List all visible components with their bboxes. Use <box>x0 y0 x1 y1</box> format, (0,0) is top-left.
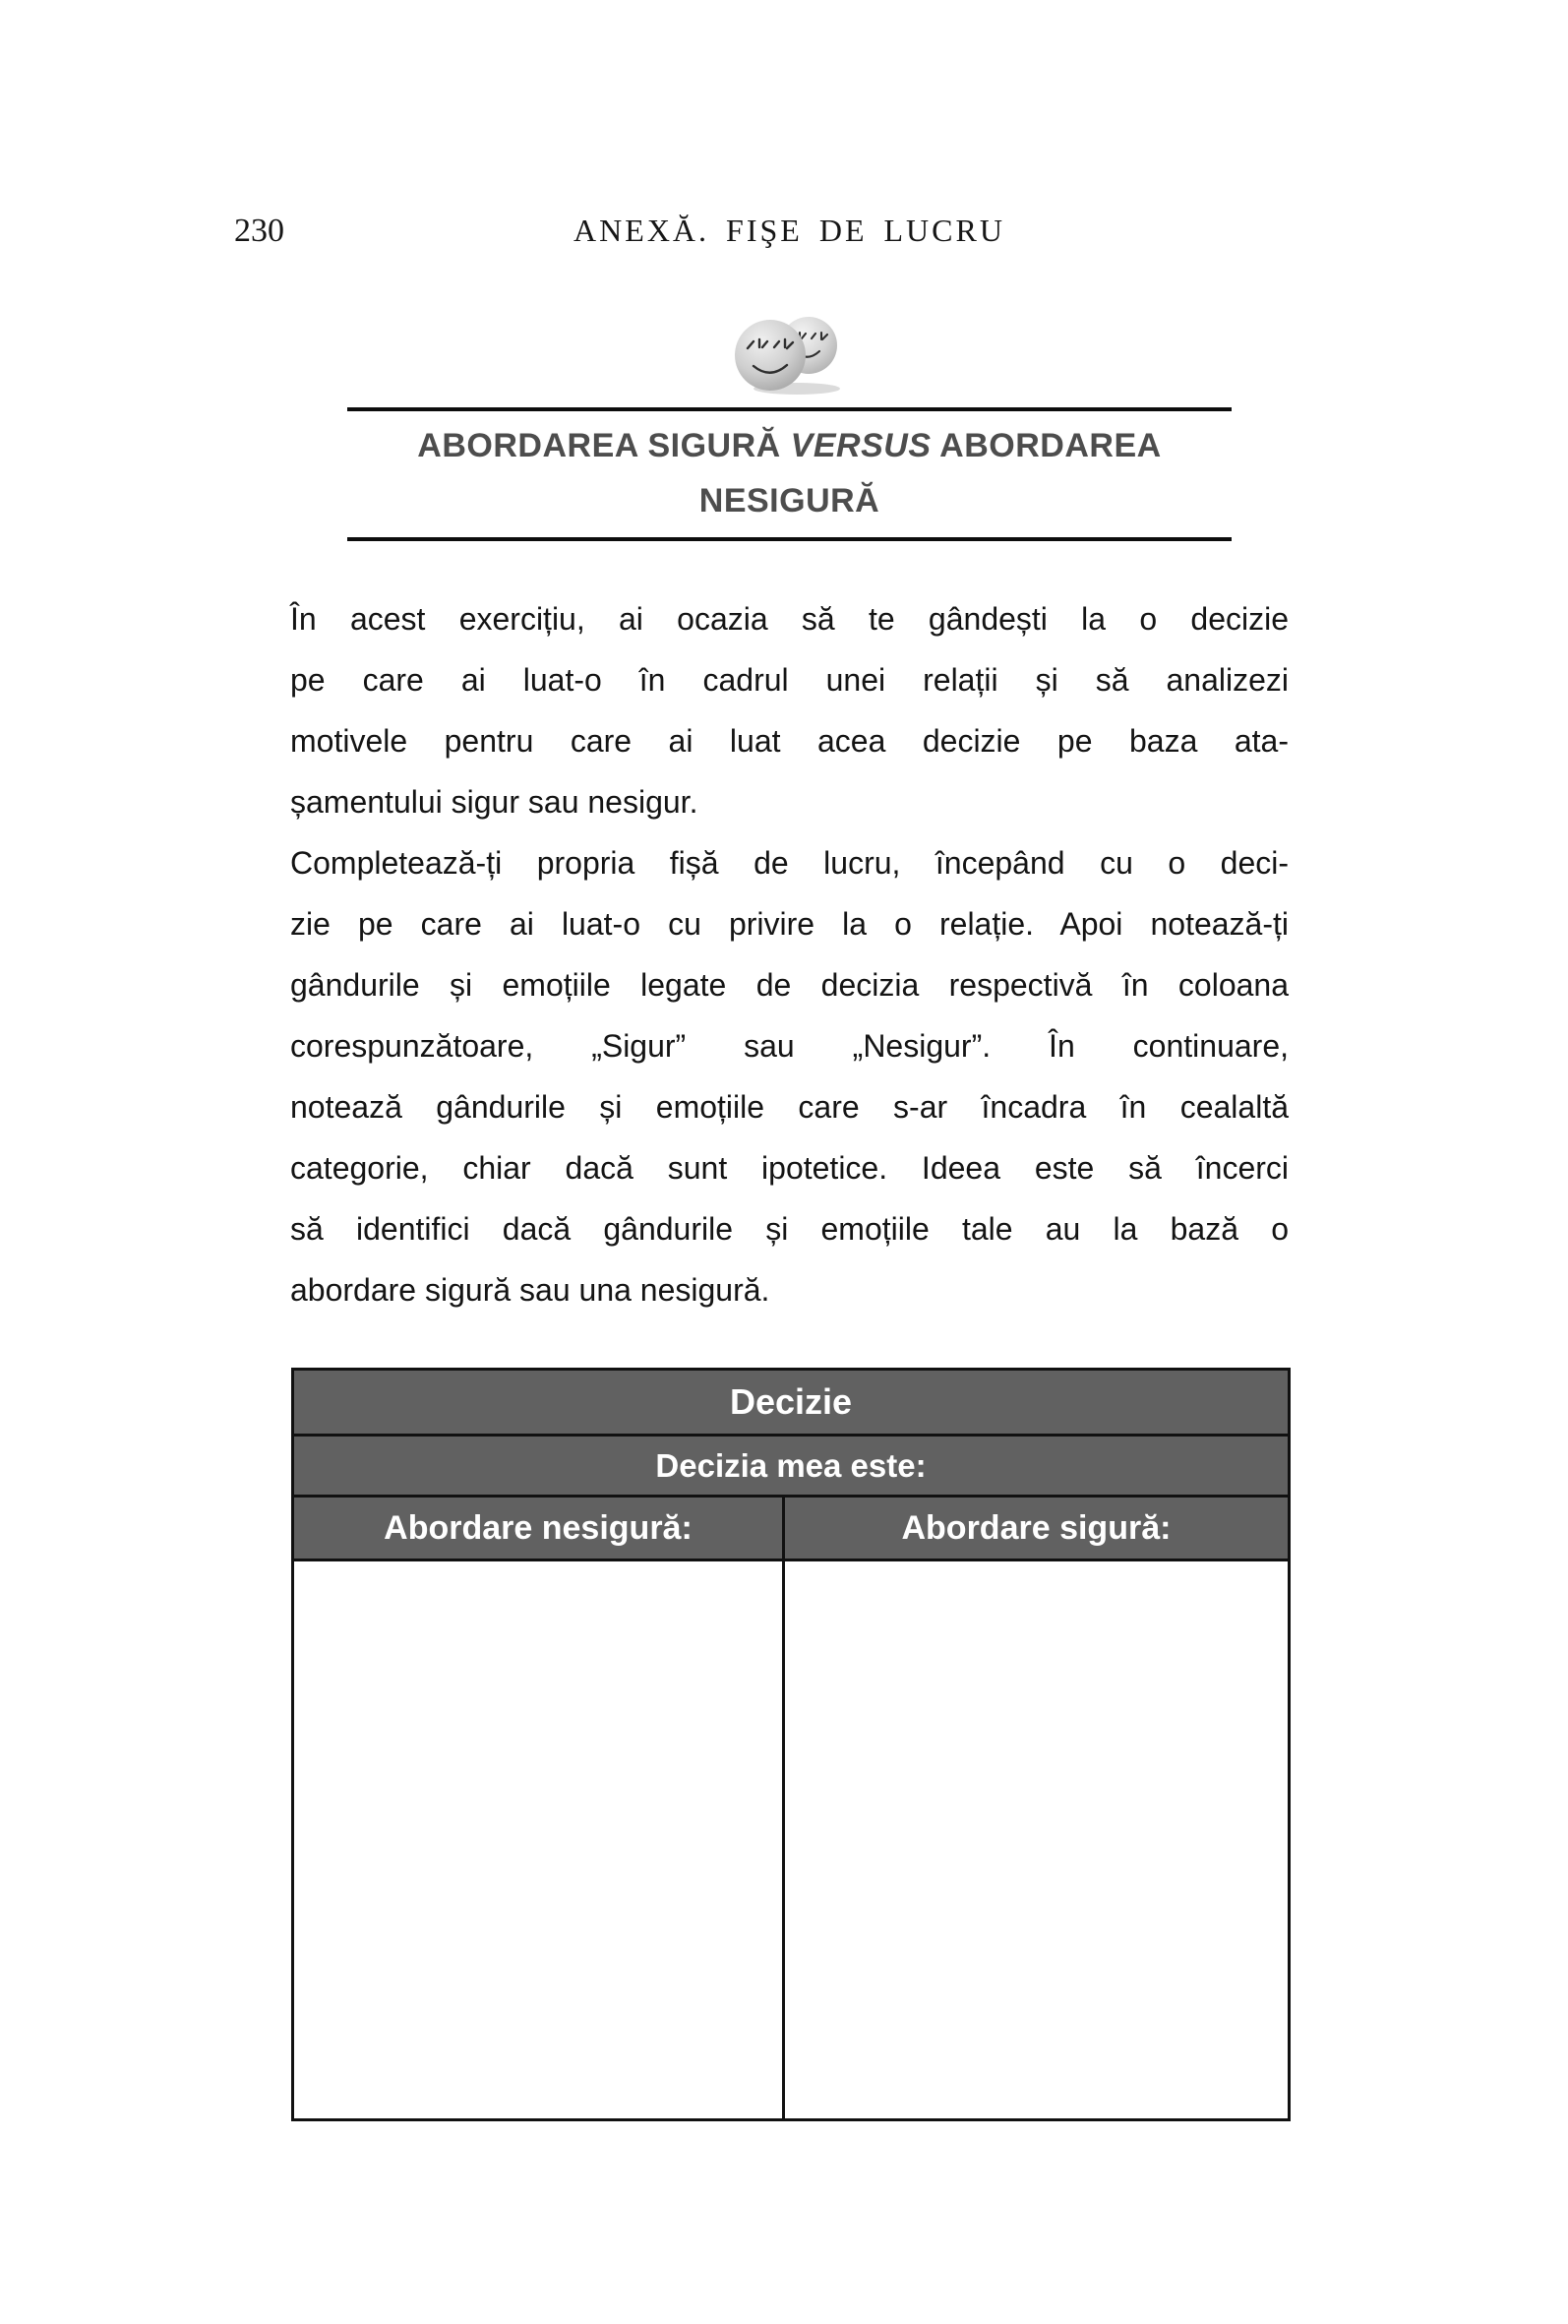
title-part-1: ABORDAREA SIGURĂ <box>417 427 791 464</box>
title-line-2: NESIGURĂ <box>698 482 880 520</box>
text-line: categorie, chiar dacă sunt ipotetice. Ideea este să încerci <box>290 1150 1289 1186</box>
text-line: abordare sigură sau una nesigură. <box>290 1272 770 1308</box>
text-line: motivele pentru care ai luat acea decizie pe baza ata- <box>290 723 1289 759</box>
worksheet-title <box>347 407 1232 541</box>
running-head: ANEXĂ. FIŞE DE LUCRU <box>573 213 1005 248</box>
text-line: notează gândurile și emoțiile care s-ar încadra în cealaltă <box>290 1089 1289 1125</box>
text-line: În acest exercițiu, ai ocazia să te gândești la o decizie <box>290 601 1289 637</box>
title-line-1 <box>347 418 1232 473</box>
paragraph-2 <box>290 832 1289 1320</box>
secure-approach-write-in-area <box>785 1561 1288 2118</box>
paragraph-1 <box>290 588 1289 832</box>
table-body <box>294 1561 1288 2118</box>
text-line: corespunzătoare, „Sigur” sau „Nesigur”. În continuare, <box>290 1028 1289 1064</box>
text-line: să identifici dacă gândurile și emoțiile tale au la bază o <box>290 1211 1289 1247</box>
worksheet-instructions <box>290 588 1289 1320</box>
column-header-secure-approach: Abordare sigură: <box>785 1498 1288 1559</box>
table-subheader-decizia-mea: Decizia mea este: <box>294 1437 1288 1498</box>
text-line: gândurile și emoțiile legate de decizia respectivă în coloana <box>290 967 1289 1003</box>
text-line: șamentului sigur sau nesigur. <box>290 784 698 820</box>
title-versus: VERSUS <box>790 427 932 464</box>
table-header-decizie: Decizie <box>294 1371 1288 1437</box>
text-line: Completează-ți propria fișă de lucru, începând cu o deci- <box>290 845 1289 881</box>
decision-table <box>291 1368 1291 2121</box>
smiling-balls-icon <box>724 309 856 398</box>
table-column-headers <box>294 1498 1288 1561</box>
page-number: 230 <box>234 213 284 249</box>
text-line: pe care ai luat-o în cadrul unei relații și să analizezi <box>290 662 1289 698</box>
column-header-insecure-approach: Abordare nesigură: <box>294 1498 785 1559</box>
text-line: zie pe care ai luat-o cu privire la o relație. Apoi notează-ți <box>290 906 1289 942</box>
insecure-approach-write-in-area <box>294 1561 785 2118</box>
title-part-2: ABORDAREA <box>931 427 1162 464</box>
